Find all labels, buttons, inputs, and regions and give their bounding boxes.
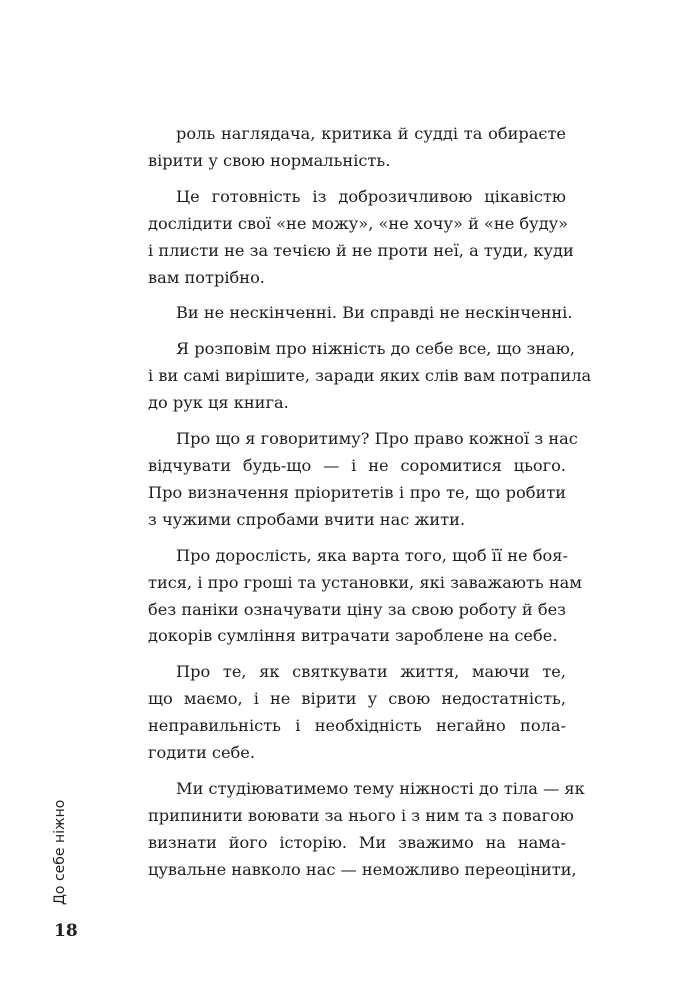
text-line: припинити воювати за нього і з ним та з повагою	[148, 805, 574, 825]
text-line: Про дорослість, яка варта того, щоб її не боя-	[176, 545, 568, 565]
text-line: дослідити свої «не можу», «не хочу» й «не буду»	[148, 213, 569, 233]
paragraph	[148, 336, 592, 417]
text-line: без паніки означувати ціну за свою роботу й без	[148, 599, 566, 619]
text-line: Ви не нескінченні. Ви справді не нескінченні.	[176, 303, 573, 323]
text-line: тися, і про гроші та установки, які заважають нам	[148, 572, 582, 592]
paragraph	[148, 300, 573, 327]
text-line: і ви самі вирішите, заради яких слів вам потрапила	[148, 366, 592, 386]
text-line: Це готовність із доброзичливою цікавістю	[176, 186, 566, 206]
text-line: Про визначення пріоритетів і про те, що робити	[148, 482, 566, 502]
paragraph	[148, 776, 585, 884]
text-line: вірити у свою нормальність.	[148, 150, 391, 170]
text-line: відчувати будь-що — і не соромитися цього.	[148, 455, 566, 475]
paragraph	[148, 121, 566, 175]
text-line: роль наглядача, критика й судді та обираєте	[176, 124, 566, 143]
running-title: До себе ніжно	[52, 799, 68, 905]
text-line: Ми студіюватимемо тему ніжності до тіла — як	[176, 778, 585, 798]
text-line: до рук ця книга.	[148, 393, 289, 413]
text-line: годити себе.	[148, 743, 255, 763]
paragraph	[148, 184, 574, 292]
paragraph	[148, 659, 566, 767]
paragraph	[148, 426, 578, 534]
text-line: докорів сумління витрачати зароблене на себе.	[148, 626, 558, 646]
paragraph	[148, 543, 582, 651]
text-line: визнати його історію. Ми зважимо на нама-	[148, 832, 566, 852]
text-line: вам потрібно.	[148, 267, 265, 287]
text-line: з чужими спробами вчити нас жити.	[148, 509, 466, 529]
text-line: Про що я говоритиму? Про право кожної з нас	[176, 429, 578, 449]
main-text	[148, 121, 592, 893]
text-line: цувальне навколо нас — неможливо переоцінити,	[148, 859, 577, 879]
text-line: Я розповім про ніжність до себе все, що знаю,	[176, 339, 576, 359]
text-line: Про те, як святкувати життя, маючи те,	[176, 662, 566, 682]
text-line: неправильність і необхідність негайно пола-	[148, 716, 566, 736]
page-number: 18	[54, 921, 78, 941]
text-line: і плисти не за течією й не проти неї, а туди, куди	[148, 240, 574, 260]
text-line: що маємо, і не вірити у свою недостатність,	[148, 689, 566, 709]
